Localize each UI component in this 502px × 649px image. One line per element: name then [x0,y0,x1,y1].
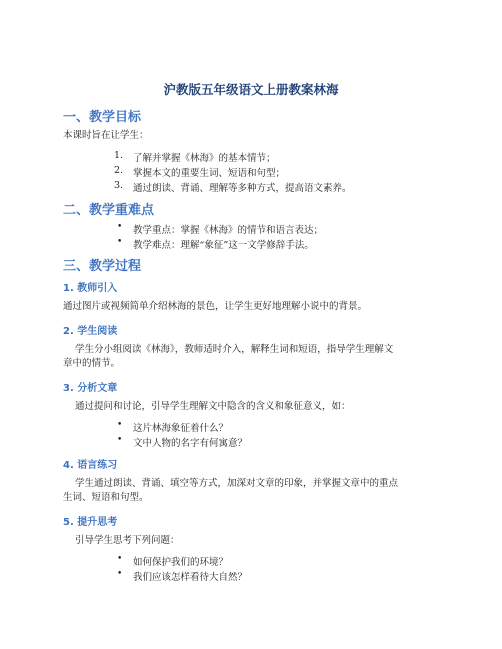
step-paragraph-line: 学生分小组阅读《林海》，教师适时介入，解释生词和短语，指导学生理解文 [75,344,394,355]
bullet-icon: • [117,237,123,247]
step-paragraph-line: 章中的情节。 [63,358,121,369]
list-item: 这片林海象征着什么？ [133,423,229,434]
section-heading-key-points: 二、教学重难点 [63,203,155,218]
step-heading: 5. 提升思考 [63,517,118,528]
bullet-icon: • [117,554,123,564]
bullet-icon: • [117,435,123,445]
list-item: 了解并掌握《林海》的基本情节； [133,153,276,164]
list-item: 如何保护我们的环境？ [133,557,229,568]
step-paragraph: 通过图片或视频简单介绍林海的景色，让学生更好地理解小说中的背景。 [63,301,368,312]
step-paragraph: 引导学生思考下列问题： [75,535,180,546]
step-paragraph: 通过提问和讨论，引导学生理解文中隐含的含义和象征意义，如： [75,401,351,412]
list-item: 教学难点：理解“象征”这一文学修辞手法。 [133,240,314,251]
bullet-icon: • [117,222,123,232]
list-item: 教学重点：掌握《林海》的情节和语言表达； [133,225,324,236]
objectives-intro: 本课时旨在让学生： [63,130,149,141]
list-item: 我们应该怎样看待大自然？ [133,572,248,583]
bullet-icon: • [117,569,123,579]
list-number: 3. [114,180,124,191]
list-item: 通过朗读、背诵、理解等多种方式，提高语文素养。 [133,183,352,194]
bullet-icon: • [117,420,123,430]
list-item: 文中人物的名字有何寓意？ [133,438,248,449]
step-heading: 4. 语言练习 [63,460,118,471]
list-number: 2. [114,165,124,176]
section-heading-process: 三、教学过程 [63,259,142,274]
step-paragraph-line: 学生通过朗读、背诵、填空等方式，加深对文章的印象，并掌握文章中的重点 [75,478,399,489]
document-title: 沪教版五年级语文上册教案林海 [163,82,339,97]
list-item: 掌握本文的重要生词、短语和句型； [133,168,286,179]
step-heading: 2. 学生阅读 [63,326,118,337]
step-heading: 1. 教师引入 [63,283,118,294]
section-heading-objectives: 一、教学目标 [63,110,142,125]
step-paragraph-line: 生词、短语和句型。 [63,492,149,503]
step-heading: 3. 分析文章 [63,383,118,394]
list-number: 1. [114,150,124,161]
